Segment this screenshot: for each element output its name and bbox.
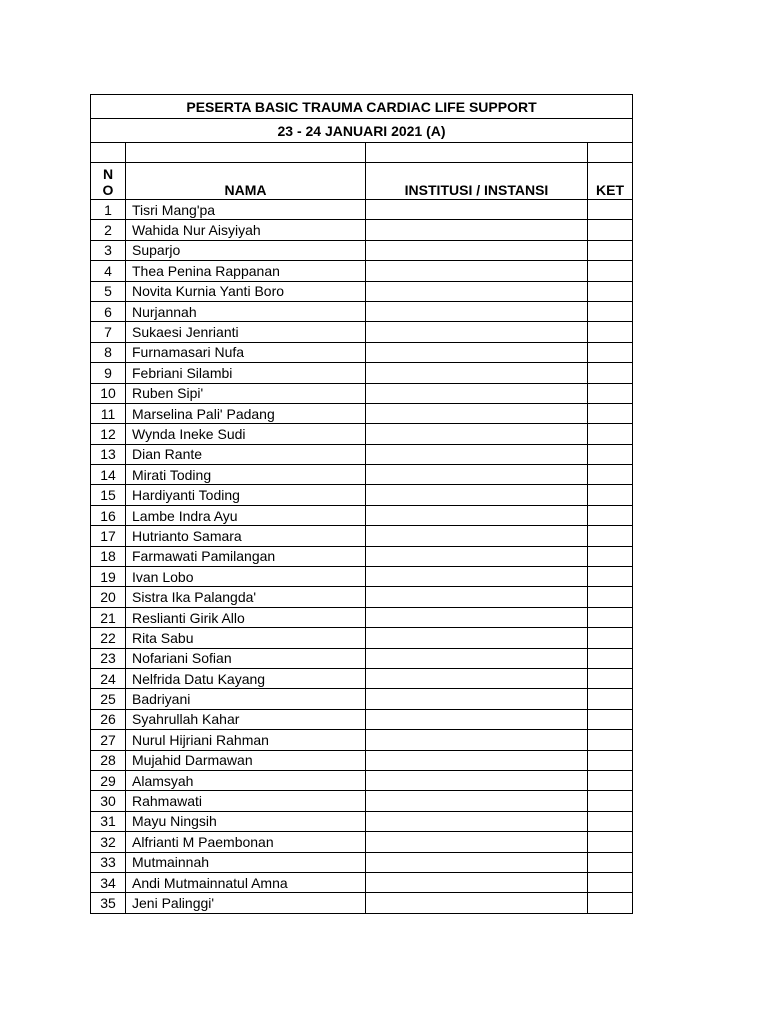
row-number: 2 [91,220,126,240]
ket-cell [588,607,633,627]
table-row [91,730,633,750]
table-row [91,607,633,627]
row-number: 30 [91,791,126,811]
ket-cell [588,750,633,770]
ket-cell [588,444,633,464]
institusi-cell [366,403,588,423]
ket-cell [588,505,633,525]
participant-name: Nofariani Sofian [126,648,366,668]
institusi-cell [366,383,588,403]
ket-cell [588,546,633,566]
participant-name: Hutrianto Samara [126,526,366,546]
ket-cell [588,730,633,750]
participant-name: Tisri Mang'pa [126,200,366,220]
participant-name: Farmawati Pamilangan [126,546,366,566]
row-number: 20 [91,587,126,607]
table-row [91,403,633,423]
table-row [91,567,633,587]
row-number: 10 [91,383,126,403]
ket-cell [588,893,633,913]
participant-name: Dian Rante [126,444,366,464]
institusi-cell [366,240,588,260]
row-number: 31 [91,811,126,831]
participant-name: Jeni Palinggi' [126,893,366,913]
table-row [91,342,633,362]
table-row [91,485,633,505]
table-row [91,240,633,260]
table-row [91,322,633,342]
institusi-cell [366,505,588,525]
participant-name: Rahmawati [126,791,366,811]
institusi-cell [366,526,588,546]
column-header-institusi: INSTITUSI / INSTANSI [366,163,588,200]
header-row [91,163,633,200]
row-number: 21 [91,607,126,627]
institusi-cell [366,200,588,220]
row-number: 29 [91,770,126,790]
institusi-cell [366,322,588,342]
ket-cell [588,200,633,220]
participant-name: Lambe Indra Ayu [126,505,366,525]
institusi-cell [366,770,588,790]
table-row [91,872,633,892]
blank-cell [588,143,633,163]
table-row [91,505,633,525]
ket-cell [588,668,633,688]
participant-name: Ivan Lobo [126,567,366,587]
table-row [91,587,633,607]
participant-name: Nurul Hijriani Rahman [126,730,366,750]
row-number: 22 [91,628,126,648]
institusi-cell [366,444,588,464]
participant-name: Mayu Ningsih [126,811,366,831]
row-number: 24 [91,668,126,688]
row-number: 28 [91,750,126,770]
row-number: 11 [91,403,126,423]
participant-name: Novita Kurnia Yanti Boro [126,281,366,301]
table-row [91,852,633,872]
table-row [91,832,633,852]
table-row [91,709,633,729]
institusi-cell [366,281,588,301]
row-number: 27 [91,730,126,750]
ket-cell [588,770,633,790]
participant-name: Rita Sabu [126,628,366,648]
participant-name: Febriani Silambi [126,363,366,383]
ket-cell [588,567,633,587]
table-row [91,648,633,668]
institusi-cell [366,465,588,485]
row-number: 3 [91,240,126,260]
institusi-cell [366,730,588,750]
participant-table [90,94,633,914]
row-number: 12 [91,424,126,444]
participant-name: Mutmainnah [126,852,366,872]
title-row [91,95,633,119]
row-number: 23 [91,648,126,668]
institusi-cell [366,261,588,281]
column-header-ket: KET [588,163,633,200]
table-row [91,220,633,240]
row-number: 25 [91,689,126,709]
ket-cell [588,220,633,240]
ket-cell [588,709,633,729]
row-number: 6 [91,301,126,321]
table-row [91,893,633,913]
institusi-cell [366,689,588,709]
institusi-cell [366,546,588,566]
participant-name: Sistra Ika Palangda' [126,587,366,607]
ket-cell [588,648,633,668]
institusi-cell [366,811,588,831]
row-number: 19 [91,567,126,587]
participant-name: Nelfrida Datu Kayang [126,668,366,688]
institusi-cell [366,301,588,321]
ket-cell [588,424,633,444]
ket-cell [588,465,633,485]
participant-name: Furnamasari Nufa [126,342,366,362]
participant-name: Andi Mutmainnatul Amna [126,872,366,892]
participant-name: Wahida Nur Aisyiyah [126,220,366,240]
table-row [91,261,633,281]
table-row [91,200,633,220]
table-row [91,526,633,546]
blank-cell [366,143,588,163]
participant-name: Sukaesi Jenrianti [126,322,366,342]
ket-cell [588,485,633,505]
row-number: 8 [91,342,126,362]
ket-cell [588,403,633,423]
row-number: 7 [91,322,126,342]
table-row [91,465,633,485]
row-number: 4 [91,261,126,281]
ket-cell [588,261,633,281]
row-number: 26 [91,709,126,729]
institusi-cell [366,607,588,627]
subtitle-row [91,119,633,143]
table-row [91,424,633,444]
table-row [91,689,633,709]
column-header-no-line2: O [102,182,114,198]
institusi-cell [366,220,588,240]
institusi-cell [366,342,588,362]
participant-name: Thea Penina Rappanan [126,261,366,281]
institusi-cell [366,587,588,607]
ket-cell [588,301,633,321]
participant-name: Reslianti Girik Allo [126,607,366,627]
blank-cell [126,143,366,163]
ket-cell [588,872,633,892]
ket-cell [588,689,633,709]
institusi-cell [366,791,588,811]
row-number: 9 [91,363,126,383]
ket-cell [588,383,633,403]
row-number: 14 [91,465,126,485]
blank-row [91,143,633,163]
row-number: 5 [91,281,126,301]
participant-name: Nurjannah [126,301,366,321]
participant-name: Suparjo [126,240,366,260]
row-number: 16 [91,505,126,525]
document-subtitle: 23 - 24 JANUARI 2021 (A) [91,119,633,143]
column-header-no [91,163,126,200]
institusi-cell [366,628,588,648]
participant-name: Wynda Ineke Sudi [126,424,366,444]
table-row [91,383,633,403]
participant-name: Ruben Sipi' [126,383,366,403]
ket-cell [588,363,633,383]
participant-name: Mujahid Darmawan [126,750,366,770]
table-row [91,628,633,648]
participant-name: Marselina Pali' Padang [126,403,366,423]
row-number: 13 [91,444,126,464]
row-number: 34 [91,872,126,892]
table-row [91,750,633,770]
table-row [91,791,633,811]
row-number: 33 [91,852,126,872]
column-header-no-line1: N [102,166,114,182]
ket-cell [588,342,633,362]
ket-cell [588,852,633,872]
participant-name: Hardiyanti Toding [126,485,366,505]
table-row [91,444,633,464]
table-row [91,546,633,566]
blank-cell [91,143,126,163]
table-row [91,668,633,688]
document-title: PESERTA BASIC TRAUMA CARDIAC LIFE SUPPORT [91,95,633,119]
institusi-cell [366,424,588,444]
table-row [91,363,633,383]
row-number: 1 [91,200,126,220]
row-number: 32 [91,832,126,852]
institusi-cell [366,893,588,913]
institusi-cell [366,872,588,892]
participant-name: Syahrullah Kahar [126,709,366,729]
participant-name: Alfrianti M Paembonan [126,832,366,852]
ket-cell [588,322,633,342]
ket-cell [588,832,633,852]
institusi-cell [366,668,588,688]
institusi-cell [366,567,588,587]
institusi-cell [366,648,588,668]
ket-cell [588,811,633,831]
table-row [91,811,633,831]
row-number: 35 [91,893,126,913]
participant-name: Mirati Toding [126,465,366,485]
ket-cell [588,791,633,811]
row-number: 15 [91,485,126,505]
column-header-nama: NAMA [126,163,366,200]
row-number: 18 [91,546,126,566]
row-number: 17 [91,526,126,546]
participant-name: Alamsyah [126,770,366,790]
ket-cell [588,281,633,301]
institusi-cell [366,363,588,383]
participant-name: Badriyani [126,689,366,709]
institusi-cell [366,485,588,505]
institusi-cell [366,832,588,852]
institusi-cell [366,750,588,770]
ket-cell [588,628,633,648]
table-row [91,301,633,321]
ket-cell [588,587,633,607]
table-row [91,281,633,301]
institusi-cell [366,709,588,729]
table-row [91,770,633,790]
ket-cell [588,526,633,546]
institusi-cell [366,852,588,872]
ket-cell [588,240,633,260]
